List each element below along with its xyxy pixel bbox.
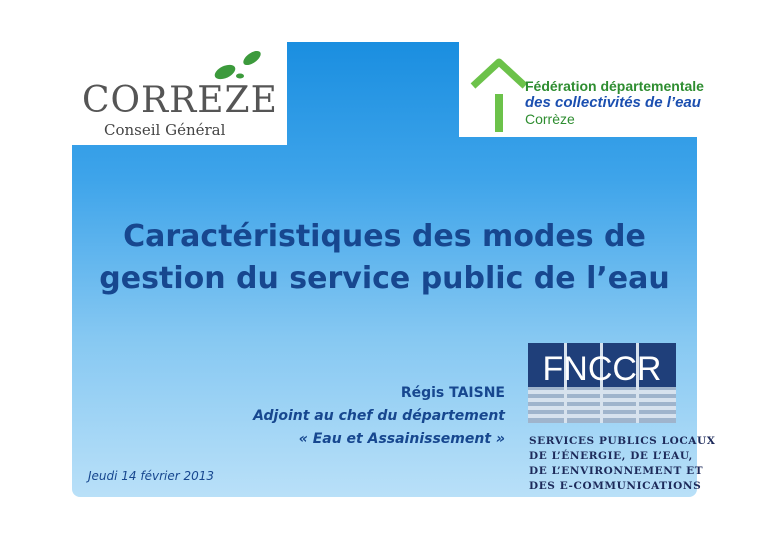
fnccr-line: DE L’ENVIRONNEMENT ET xyxy=(529,465,704,477)
author-name: Régis TAISNE xyxy=(400,385,505,401)
fnccr-line: DES E-COMMUNICATIONS xyxy=(529,480,702,492)
federation-line1: Fédération départementale xyxy=(525,78,704,94)
correze-logo xyxy=(72,42,287,145)
title-line1: Caractéristiques des modes de xyxy=(123,219,646,254)
fnccr-line: DE L’ÉNERGIE, DE L’EAU, xyxy=(529,450,693,462)
conseil-general-label: Conseil Général xyxy=(104,121,226,139)
slide-title xyxy=(72,216,697,300)
fnccr-tagline xyxy=(529,434,716,494)
title-line2: gestion du service public de l’eau xyxy=(99,261,670,296)
author-role: Adjoint au chef du département xyxy=(253,408,505,424)
author-department: « Eau et Assainissement » xyxy=(298,431,505,447)
federation-logo xyxy=(459,42,704,137)
presentation-date: Jeudi 14 février 2013 xyxy=(88,469,215,483)
fnccr-logo xyxy=(520,338,680,428)
federation-line3: Corrèze xyxy=(525,111,575,127)
fnccr-wordmark: FNCCR xyxy=(542,350,662,388)
correze-wordmark: CORREZE xyxy=(82,80,278,121)
house-icon xyxy=(469,54,529,134)
author-block xyxy=(200,382,505,451)
federation-line2: des collectivités de l’eau xyxy=(525,94,701,111)
fnccr-line: SERVICES PUBLICS LOCAUX xyxy=(529,435,716,447)
